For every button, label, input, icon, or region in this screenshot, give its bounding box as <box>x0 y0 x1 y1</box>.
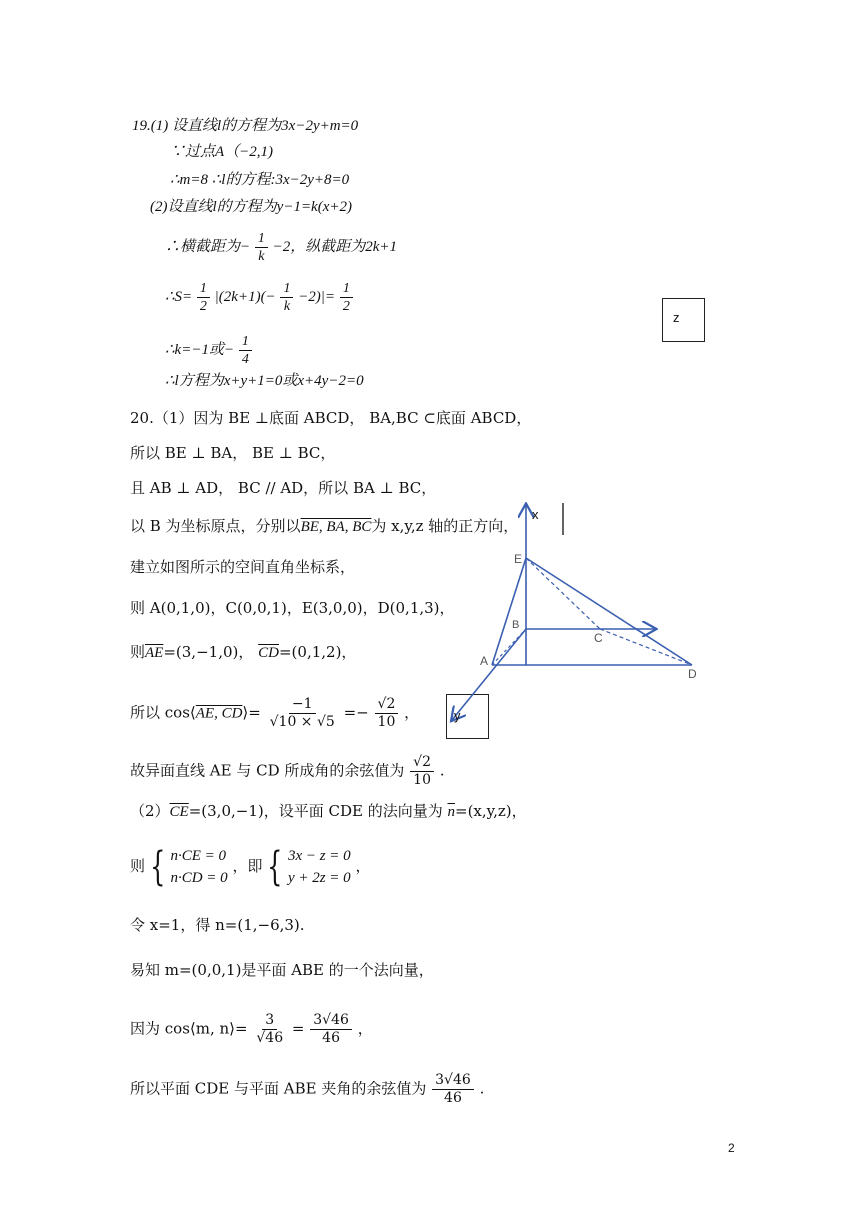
edge-EC <box>526 558 600 629</box>
q19-line-2: ∵过点A（−2,1) <box>170 144 274 160</box>
point-A-label: A <box>480 654 489 668</box>
point-D-label: D <box>688 667 697 681</box>
point-C-label: C <box>594 631 603 645</box>
edge-ED <box>526 558 692 665</box>
q20-line-3: 且 AB ⊥ AD， BC // AD，所以 BA ⊥ BC， <box>130 479 437 497</box>
q20-line-10: $(2)\overline{CE}=(3,0,-1)$，设平面 CDE 的法向量为 $\overline{n}=(x,y,z)$， <box>130 802 527 820</box>
q20-line-13: 易知 m=(0,0,1)是平面 ABE 的一个法向量， <box>130 961 434 979</box>
q19-line-1: 19.(1) 设直线l的方程为3x−2y+m=0 <box>132 118 359 134</box>
q20-line-7: 则$\overline{AE}=(3,-1,0)$， $\overline{CD}=(0,1,2)$， <box>130 643 357 661</box>
y-axis-label: y <box>454 708 461 723</box>
fraction: $\frac{1}{k}$ <box>255 230 268 265</box>
q20-line-5: 建立如图所示的空间直角坐标系， <box>130 558 356 576</box>
q19-line-8: ∴l方程为x+y+1=0或x+4y−2=0 <box>165 373 364 389</box>
q20-line-6: 则 A(0,1,0)，C(0,0,1)，E(3,0,0)，D(0,1,3)， <box>130 599 455 617</box>
coordinate-figure <box>430 495 720 745</box>
page-number: 2 <box>728 1141 735 1155</box>
q20-line-12: 令 x=1，得 n=(1,−6,3). <box>130 916 305 934</box>
q20-line-15: 所以平面 CDE 与平面 ABE 夹角的余弦值为 $\frac{3√46}{46}$ . <box>130 1072 485 1106</box>
point-B-label: B <box>512 619 520 631</box>
q19-line-7: ∴k=−1或− $\frac{1}{4}$ <box>165 333 253 368</box>
q19-line-5: ∴横截距为− $\frac{1}{k}$ −2，纵截距为2k+1 <box>165 231 398 264</box>
z-axis-label: z <box>673 310 680 325</box>
q20-line-8: 所以 cos⟨AE, CD⟩= $\frac{-1}{√10 \times √5}$ =− $\frac{√2}{10}$ ， <box>130 696 420 730</box>
q19-line-3: ∴m=8 ∴l的方程:3x−2y+8=0 <box>170 172 350 188</box>
q20-line-4: 以 B 为坐标原点，分别以BE, BA, BC为 x,y,z 轴的正方向， <box>130 517 519 535</box>
q19-line-6: ∴S= $\frac{1}{2}$ |(2k+1)(− $\frac{1}{k}$ −2)|= $\frac{1}{2}$ <box>165 280 354 315</box>
q20-line-11: 则 { n·CE = 0 n·CD = 0 ，即 { 3x − z = 0 y + 2z = 0 ， <box>130 844 371 890</box>
z-label-box <box>662 298 705 342</box>
point-E-label: E <box>514 552 523 566</box>
q20-line-14: 因为 cos⟨m, n⟩= $\frac{3}{√46}$ = $\frac{3√46}{46}$ ， <box>130 1012 373 1046</box>
y-axis <box>452 629 526 720</box>
q19-line-4: (2)设直线l的方程为y−1=k(x+2) <box>150 199 352 215</box>
q20-line-9: 故异面直线 AE 与 CD 所成角的余弦值为 $\frac{√2}{10}$ . <box>130 754 445 788</box>
q20-line-2: 所以 BE ⊥ BA， BE ⊥ BC， <box>130 444 336 462</box>
q20-line-1: 20.（1）因为 BE ⊥底面 ABCD， BA,BC ⊂底面 ABCD， <box>130 409 532 427</box>
x-axis-label: x <box>532 507 539 522</box>
